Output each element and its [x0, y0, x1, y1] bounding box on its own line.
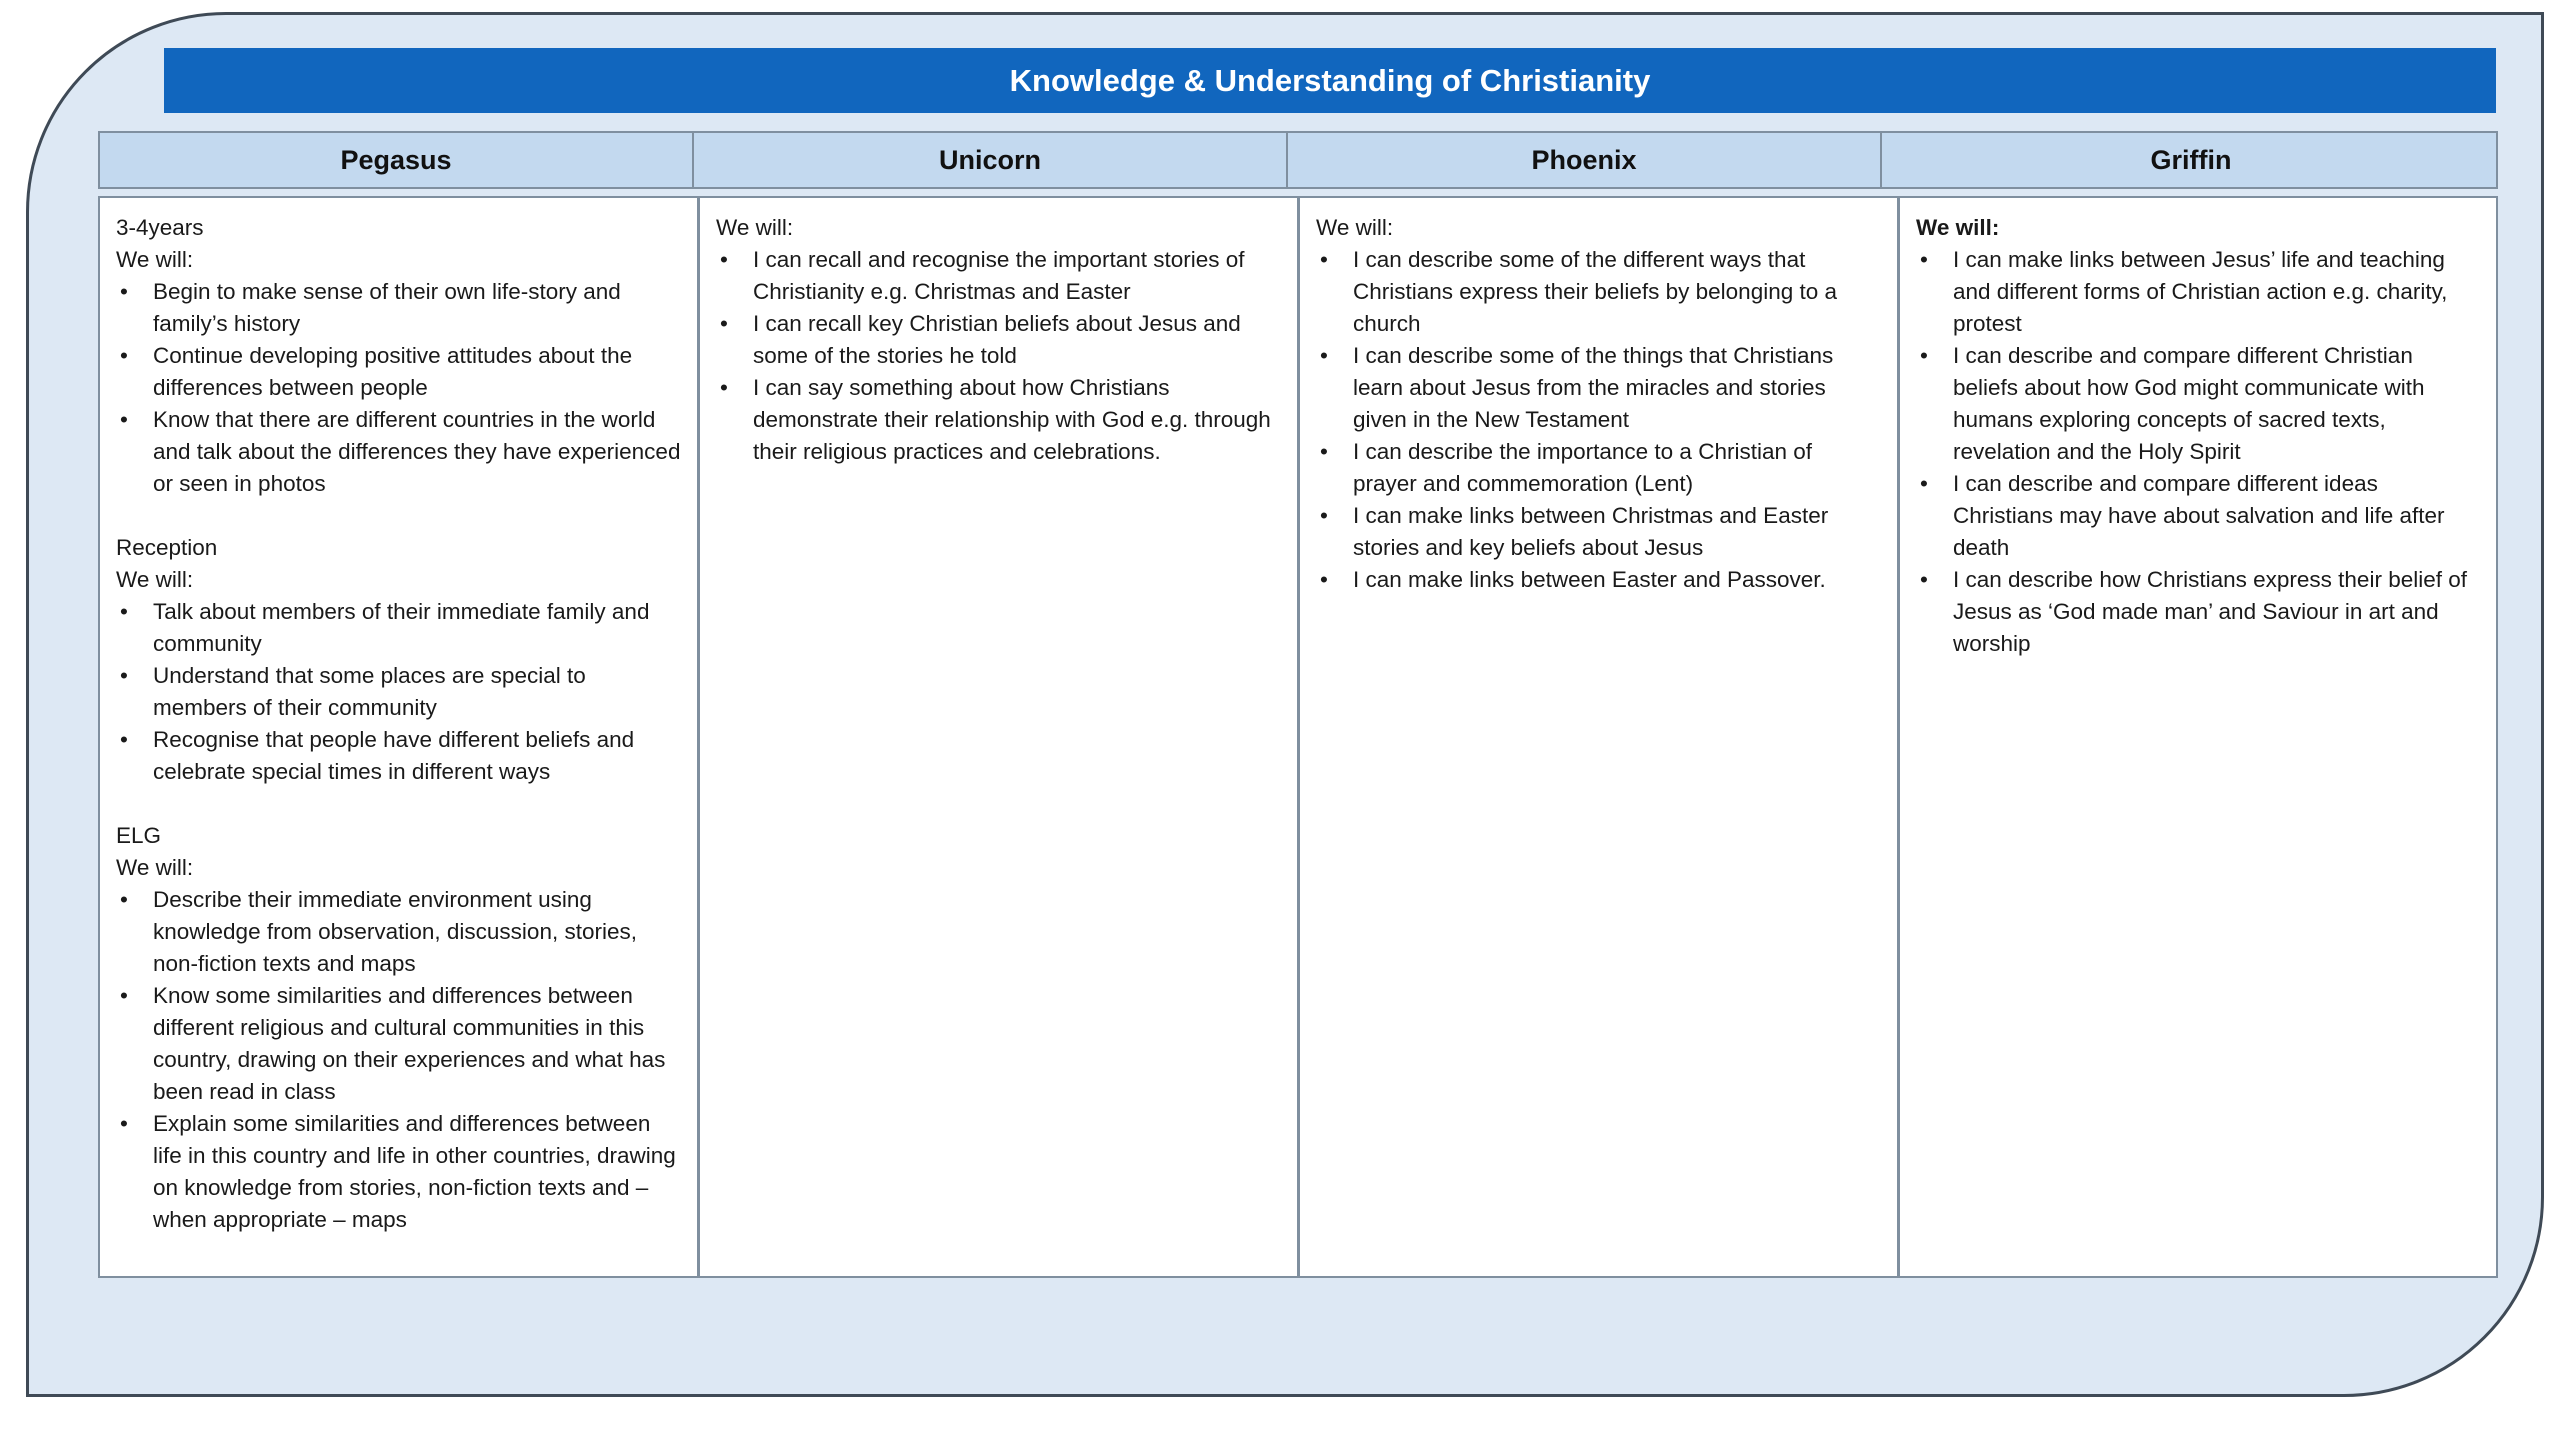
bullet-list	[1916, 244, 2484, 660]
section-intro: We will:	[1316, 215, 1394, 240]
list-item: • I can make links between Christmas and Easter stories and key beliefs about Jesus	[1316, 500, 1881, 564]
cell-pegasus	[100, 198, 700, 1276]
list-item: • I can describe how Christians express their belief of Jesus as ‘God made man’ and Saviour in art and worship	[1916, 564, 2484, 660]
bullet-list	[116, 276, 681, 500]
table-header-row	[98, 131, 2498, 189]
table-body-row	[98, 196, 2498, 1278]
list-item: • Talk about members of their immediate family and community	[116, 596, 681, 660]
list-item: • I can recall and recognise the important stories of Christianity e.g. Christmas and Easter	[716, 244, 1281, 308]
list-item: • I can recall key Christian beliefs about Jesus and some of the stories he told	[716, 308, 1281, 372]
list-item: • I can make links between Jesus’ life and teaching and different forms of Christian action e.g. charity, protest	[1916, 244, 2484, 340]
list-item: • Describe their immediate environment using knowledge from observation, discussion, stories, non-fiction texts and maps	[116, 884, 681, 980]
cell-unicorn	[700, 198, 1300, 1276]
list-item: • Understand that some places are special to members of their community	[116, 660, 681, 724]
section-intro: We will:	[116, 567, 194, 592]
section-heading: 3-4years	[116, 215, 204, 240]
bullet-list	[116, 884, 681, 1236]
section-heading: ELG	[116, 823, 162, 848]
column-header-phoenix: Phoenix	[1288, 133, 1882, 187]
list-item: • Know some similarities and differences between different religious and cultural communities in this country, drawing on their experiences and what has been read in class	[116, 980, 681, 1108]
bullet-list	[116, 596, 681, 788]
cell-phoenix	[1300, 198, 1900, 1276]
list-item: • I can describe and compare different ideas Christians may have about salvation and life after death	[1916, 468, 2484, 564]
bullet-list	[1316, 244, 1881, 596]
list-item: • I can make links between Easter and Passover.	[1316, 564, 1881, 596]
column-header-griffin: Griffin	[2150, 144, 2232, 175]
list-item: • I can describe some of the different ways that Christians express their beliefs by belonging to a church	[1316, 244, 1881, 340]
list-item: • I can describe and compare different Christian beliefs about how God might communicate with humans exploring concepts of sacred texts, revelation and the Holy Spirit	[1916, 340, 2484, 468]
section-intro: We will:	[716, 215, 794, 240]
list-item: • Continue developing positive attitudes about the differences between people	[116, 340, 681, 404]
list-item: • Know that there are different countries in the world and talk about the differences they have experienced or seen in photos	[116, 404, 681, 500]
section-intro: We will:	[1916, 215, 2000, 240]
list-item: • Explain some similarities and differences between life in this country and life in other countries, drawing on knowledge from stories, non-fiction texts and – when appropriate – maps	[116, 1108, 681, 1236]
list-item: • I can describe some of the things that Christians learn about Jesus from the miracles and stories given in the New Testament	[1316, 340, 1881, 436]
page-title: Knowledge & Understanding of Christianity	[164, 48, 2496, 113]
column-header-unicorn: Unicorn	[694, 133, 1288, 187]
section-heading: Reception	[116, 535, 218, 560]
list-item: • I can describe the importance to a Christian of prayer and commemoration (Lent)	[1316, 436, 1881, 500]
column-header-pegasus: Pegasus	[100, 133, 694, 187]
list-item: • I can say something about how Christians demonstrate their relationship with God e.g. through their religious practices and celebrations.	[716, 372, 1281, 468]
section-intro: We will:	[116, 855, 194, 880]
section-intro: We will:	[116, 247, 194, 272]
list-item: • Recognise that people have different beliefs and celebrate special times in different ways	[116, 724, 681, 788]
bullet-list	[716, 244, 1281, 468]
list-item: • Begin to make sense of their own life-story and family’s history	[116, 276, 681, 340]
cell-griffin	[1900, 198, 2500, 1276]
